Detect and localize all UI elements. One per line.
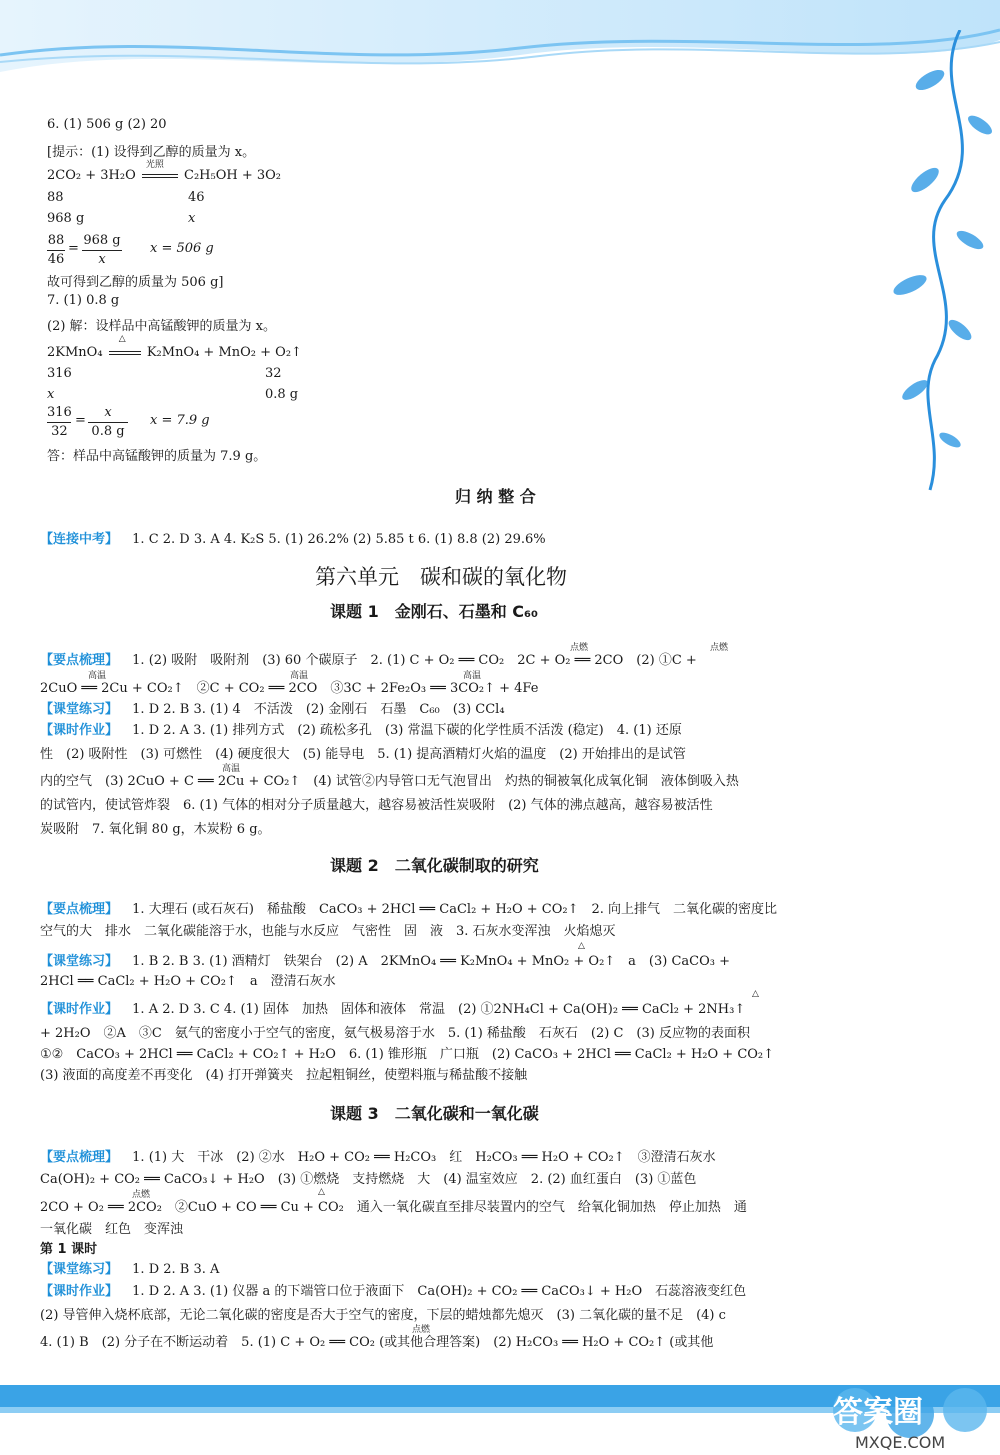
fraction-denominator: 0.8 g [88, 422, 128, 441]
tag-homework: 【课时作业】 [40, 1284, 119, 1299]
lesson3-homework-line1 [40, 1280, 746, 1299]
watermark-logo [815, 1380, 1000, 1455]
lesson2-practice-line2: 2HCl ══ CaCl₂ + H₂O + CO₂↑ a 澄清石灰水 [40, 974, 336, 989]
mass-88: 88 [47, 190, 64, 205]
lesson2-homework-line2: + 2H₂O ②A ③C 氨气的密度小于空气的密度，氨气极易溶于水 5. (1) 稀盐酸 石灰石 (2) C (3) 反应物的表面积 [40, 1026, 750, 1041]
hint-open: [提示：(1) 设得到乙醇的质量为 x。 [47, 145, 256, 160]
lesson3-title: 课题 3 二氧化碳和一氧化碳 [330, 1104, 539, 1123]
tag-connect-exam: 【连接中考】 [40, 532, 119, 547]
tag-keypoints: 【要点梳理】 [40, 653, 119, 668]
condition-label: 点燃 [132, 1190, 151, 1200]
tag-homework: 【课时作业】 [40, 723, 119, 738]
tag-homework: 【课时作业】 [40, 1002, 119, 1017]
fraction-88-46 [47, 232, 65, 269]
result-x-506: x = 506 g [150, 241, 214, 256]
text-line: 1. (1) 大 干冰 (2) ②水 H₂O + CO₂ ══ H₂CO₃ 红 H₂CO₃ ══ H₂O + CO₂↑ ③澄清石灰水 [132, 1150, 716, 1165]
hint-close: 故可得到乙醇的质量为 506 g] [47, 275, 224, 290]
tag-keypoints: 【要点梳理】 [40, 1150, 119, 1165]
tag-class-practice: 【课堂练习】 [40, 1262, 119, 1277]
condition-label: △ [318, 1187, 325, 1197]
fraction-numerator: 88 [47, 233, 65, 248]
lesson2-homework-line3: ①② CaCO₃ + 2HCl ══ CaCl₂ + CO₂↑ + H₂O 6. (1) 锥形瓶 广口瓶 (2) CaCO₃ + 2HCl ══ CaCl₂ + H₂O + CO₂↑ [40, 1047, 775, 1062]
mass-x2: x [47, 387, 55, 402]
lesson1-title: 课题 1 金刚石、石墨和 C₆₀ [330, 602, 539, 621]
eq2-left: 2KMnO₄ [47, 345, 103, 360]
watermark-url: MXQE.COM [855, 1433, 946, 1452]
q7-part2: (2) 解：设样品中高锰酸钾的质量为 x。 [47, 319, 277, 334]
q7-part1: 7. (1) 0.8 g [47, 293, 120, 308]
unit-title: 第六单元 碳和碳的氧化物 [315, 565, 567, 589]
lesson1-homework-line2: 性 (2) 吸附性 (3) 可燃性 (4) 硬度很大 (5) 能导电 5. (1) 提高酒精灯火焰的温度 (2) 开始排出的是试管 [40, 747, 686, 762]
fraction-numerator: 316 [47, 405, 72, 420]
vine-decoration [850, 30, 1000, 500]
text-line: 1. 大理石 (或石灰石) 稀盐酸 CaCO₃ + 2HCl ══ CaCl₂ + H₂O + CO₂↑ 2. 向上排气 二氧化碳的密度比 [132, 902, 778, 917]
text-line: 1. D 2. A 3. (1) 排列方式 (2) 疏松多孔 (3) 常温下碳的化学性质不活泼 (稳定) 4. (1) 还原 [132, 723, 682, 738]
mass-968: 968 g [47, 211, 85, 226]
condition-label: 高温 [290, 671, 309, 681]
mass-316: 316 [47, 366, 72, 381]
text-line: 1. (2) 吸附 吸附剂 (3) 60 个碳原子 2. (1) C + O₂ ══ CO₂ 2C + O₂ ══ 2CO (2) ①C + [132, 653, 697, 668]
condition-label: 高温 [222, 764, 241, 774]
lesson3-practice [40, 1258, 219, 1277]
mass-32: 32 [265, 366, 282, 381]
lesson1-practice [40, 698, 505, 717]
mass-46: 46 [188, 190, 205, 205]
tag-class-practice: 【课堂练习】 [40, 954, 119, 969]
text-line: 1. A 2. D 3. C 4. (1) 固体 加热 固体和液体 常温 (2) ①2NH₄Cl + Ca(OH)₂ ══ CaCl₂ + 2NH₃↑ [132, 1002, 746, 1017]
lesson3-keypoints-line3: 2CO + O₂ ══ 2CO₂ ②CuO + CO ══ Cu + CO₂ 通入一氧化碳直至排尽装置内的空气 给氧化铜加热 停止加热 通 [40, 1200, 747, 1215]
final-answer: 答：样品中高锰酸钾的质量为 7.9 g。 [47, 449, 267, 464]
lesson2-homework-line4: (3) 液面的高度差不再变化 (4) 打开弹簧夹 拉起粗铜丝，使塑料瓶与稀盐酸不接触 [40, 1068, 528, 1083]
condition-label: 点燃 [710, 643, 729, 653]
equation-kmno4 [47, 334, 302, 360]
tag-class-practice: 【课堂练习】 [40, 702, 119, 717]
condition-label: 高温 [88, 671, 107, 681]
equation-photosynthesis [47, 160, 282, 183]
lesson1-homework-line4: 的试管内，使试管炸裂 6. (1) 气体的相对分子质量越大，越容易被活性炭吸附 (2) 气体的沸点越高，越容易被活性 [40, 798, 713, 813]
watermark-text: 答案圈 [833, 1395, 923, 1430]
lesson2-keypoints-line1 [40, 898, 777, 917]
fraction-denominator: 46 [47, 252, 65, 267]
fraction-316-32 [47, 404, 72, 441]
eq2-condition: △ [118, 334, 126, 344]
text-line: 1. D 2. B 3. A [132, 1262, 220, 1277]
summary-line [40, 528, 546, 547]
lesson2-practice-line1 [40, 950, 730, 969]
summary-answers: 1. C 2. D 3. A 4. K₂S 5. (1) 26.2% (2) 5.85 t 6. (1) 8.8 (2) 29.6% [132, 532, 546, 547]
lesson3-keypoints-line4: 一氧化碳 红色 变浑浊 [40, 1222, 184, 1237]
text-line: 1. B 2. B 3. (1) 酒精灯 铁架台 (2) A 2KMnO₄ ══ K₂MnO₄ + MnO₂ + O₂↑ a (3) CaCO₃ + [132, 954, 731, 969]
lesson1-homework-line3: 内的空气 (3) 2CuO + C ══ 2Cu + CO₂↑ (4) 试管②内导管口无气泡冒出 灼热的铜被氧化成氧化铜 液体倒吸入热 [40, 774, 739, 789]
lesson2-keypoints-line2: 空气的大 排水 二氧化碳能溶于水，也能与水反应 气密性 固 液 3. 石灰水变浑浊 火焰熄灭 [40, 924, 616, 939]
condition-label: △ [752, 989, 759, 999]
fraction-denominator: x [82, 250, 122, 269]
lesson3-homework-line2: (2) 导管伸入烧杯底部，无论二氧化碳的密度是否大于空气的密度，下层的蜡烛都先熄灭 (3) 二氧化碳的量不足 (4) c [40, 1308, 726, 1323]
period-heading: 第 1 课时 [40, 1242, 98, 1257]
mass-0-8: 0.8 g [265, 387, 299, 402]
condition-label: 点燃 [412, 1325, 431, 1335]
lesson1-keypoints-line1 [40, 649, 697, 668]
eq1-right: C₂H₅OH + 3O₂ [184, 168, 282, 183]
lesson3-keypoints-line1 [40, 1146, 716, 1165]
condition-label: 高温 [463, 671, 482, 681]
tag-keypoints: 【要点梳理】 [40, 902, 119, 917]
text-line: 1. D 2. A 3. (1) 仪器 a 的下端管口位于液面下 Ca(OH)₂ + CO₂ ══ CaCO₃↓ + H₂O 石蕊溶液变红色 [132, 1284, 747, 1299]
eq2-right: K₂MnO₄ + MnO₂ + O₂↑ [146, 345, 302, 360]
condition-label: 点燃 [570, 643, 589, 653]
fraction-numerator: 968 g [83, 233, 121, 248]
result-x-7-9: x = 7.9 g [150, 413, 210, 428]
lesson1-homework-line5: 炭吸附 7. 氧化铜 80 g，木炭粉 6 g。 [40, 822, 271, 837]
fraction-denominator: 32 [47, 422, 71, 441]
mass-x: x [188, 211, 196, 226]
fraction-numerator: x [104, 405, 112, 420]
lesson2-homework-line1 [40, 998, 745, 1017]
q6-answer: 6. (1) 506 g (2) 20 [47, 117, 167, 132]
eq1-left: 2CO₂ + 3H₂O [47, 168, 136, 183]
fraction-x-08 [88, 404, 128, 441]
text-line: 1. D 2. B 3. (1) 4 不活泼 (2) 金刚石 石墨 C₆₀ (3) CCl₄ [132, 702, 505, 717]
lesson3-homework-line3: 4. (1) B (2) 分子在不断运动着 5. (1) C + O₂ ══ CO₂ (或其他合理答案) (2) H₂CO₃ ══ H₂O + CO₂↑ (或其他 [40, 1335, 714, 1350]
lesson3-keypoints-line2: Ca(OH)₂ + CO₂ ══ CaCO₃↓ + H₂O (3) ①燃烧 支持燃烧 大 (4) 温室效应 2. (2) 血红蛋白 (3) ①蓝色 [40, 1172, 697, 1187]
fraction-968-x [82, 232, 122, 269]
condition-label: △ [578, 941, 585, 951]
summary-heading: 归 纳 整 合 [455, 487, 536, 506]
lesson2-title: 课题 2 二氧化碳制取的研究 [330, 856, 539, 875]
eq1-condition: 光照 [145, 160, 164, 170]
lesson1-homework-line1 [40, 719, 682, 738]
lesson1-keypoints-line2: 2CuO ══ 2Cu + CO₂↑ ②C + CO₂ ══ 2CO ③3C + 2Fe₂O₃ ══ 3CO₂↑ + 4Fe [40, 681, 539, 696]
